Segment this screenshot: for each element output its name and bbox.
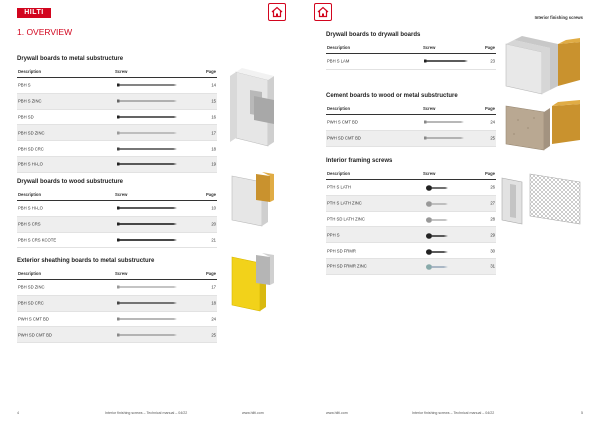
screw-cement-icon <box>424 136 464 140</box>
table-header <box>17 270 217 280</box>
table-header <box>17 191 217 201</box>
row-description: PWH S CMT BD <box>18 316 49 322</box>
home-icon[interactable] <box>268 3 286 21</box>
row-page: 14 <box>211 82 216 88</box>
table-row[interactable] <box>17 327 217 343</box>
section-title: Exterior sheathing boards to metal substructure <box>17 258 155 264</box>
table-row[interactable] <box>326 243 496 259</box>
col-page: Page <box>484 45 495 50</box>
row-page: 28 <box>490 216 495 222</box>
col-screw: Screw <box>115 69 128 74</box>
table-row[interactable] <box>17 110 217 126</box>
screw-coarse-icon <box>117 222 177 226</box>
running-header: Interior finishing screws <box>534 15 583 20</box>
table-row[interactable] <box>17 78 217 94</box>
table-header <box>17 68 217 78</box>
row-page: 24 <box>211 316 216 322</box>
table-row[interactable] <box>17 233 217 249</box>
screw-drill-zinc-icon <box>117 131 177 135</box>
table-wood-substructure <box>17 191 217 248</box>
table-cement-boards <box>326 105 496 147</box>
row-page: 23 <box>490 58 495 64</box>
row-description: PPH S <box>327 232 340 238</box>
row-page: 17 <box>211 130 216 136</box>
table-row[interactable] <box>17 157 217 173</box>
table-row[interactable] <box>17 94 217 110</box>
section-title: Cement boards to wood or metal substructure <box>326 93 458 99</box>
drywall-wood-illustration <box>226 172 278 228</box>
row-description: PBH SD <box>18 114 34 120</box>
row-page: 29 <box>490 232 495 238</box>
row-page: 15 <box>211 98 216 104</box>
row-page: 31 <box>490 263 495 269</box>
right-page <box>300 0 600 424</box>
table-row[interactable] <box>17 280 217 296</box>
screw-drill-coarse-icon <box>117 147 177 151</box>
col-description: Description <box>18 69 42 74</box>
screw-drill-icon <box>117 115 177 119</box>
row-description: PTH S LATH ZINC <box>327 200 362 206</box>
row-description: PBH SD CRC <box>18 146 44 152</box>
table-row[interactable] <box>17 201 217 217</box>
screw-drill-zinc-icon <box>117 285 177 289</box>
row-description: PBH SD ZINC <box>18 130 45 136</box>
row-page: 16 <box>211 114 216 120</box>
row-page: 27 <box>490 200 495 206</box>
screw-lath-zinc-icon <box>426 201 448 205</box>
exterior-sheathing-illustration <box>226 251 278 315</box>
table-interior-framing <box>326 170 496 275</box>
table-header <box>326 105 496 115</box>
row-description: PBH S HI-LO <box>18 161 43 167</box>
screw-pan-icon <box>426 233 448 237</box>
table-header <box>326 44 496 54</box>
home-icon[interactable] <box>314 3 332 21</box>
col-description: Description <box>18 271 42 276</box>
interior-framing-illustration <box>500 168 584 228</box>
row-page: 20 <box>211 221 216 227</box>
col-page: Page <box>205 69 216 74</box>
row-page: 25 <box>490 135 495 141</box>
screw-cement-icon <box>117 317 177 321</box>
row-page: 17 <box>211 284 216 290</box>
col-screw: Screw <box>423 106 436 111</box>
screw-hilo-icon <box>117 162 177 166</box>
row-page: 10 <box>211 205 216 211</box>
footer-manual: Interior finishing screws – Technical manual – 04/22 <box>105 411 188 415</box>
row-description: PPH SD FRMR <box>327 248 356 254</box>
col-page: Page <box>484 171 495 176</box>
row-description: PBH S CRS KCOTE <box>18 237 57 243</box>
col-page: Page <box>484 106 495 111</box>
screw-drill-coarse-icon <box>117 301 177 305</box>
col-page: Page <box>205 192 216 197</box>
row-page: 18 <box>211 300 216 306</box>
section-title: Interior framing screws <box>326 158 393 164</box>
screw-lath-icon <box>426 185 448 189</box>
col-description: Description <box>327 45 351 50</box>
screw-coarse-icon <box>117 238 177 242</box>
table-row[interactable] <box>326 115 496 131</box>
col-page: Page <box>205 271 216 276</box>
table-row[interactable] <box>17 125 217 141</box>
drywall-to-drywall-illustration <box>500 36 584 96</box>
row-description: PTH SD LATH ZINC <box>327 216 365 222</box>
col-screw: Screw <box>423 45 436 50</box>
footer-url[interactable]: www.hilti.com <box>242 411 264 415</box>
col-description: Description <box>327 106 351 111</box>
table-exterior-sheathing <box>17 270 217 343</box>
screw-hilo-icon <box>117 206 177 210</box>
col-screw: Screw <box>423 171 436 176</box>
row-description: PBH S <box>18 82 31 88</box>
table-row[interactable] <box>326 180 496 196</box>
row-page: 26 <box>490 184 495 190</box>
screw-fine-icon <box>117 83 177 87</box>
col-screw: Screw <box>115 271 128 276</box>
screw-framer-zinc-icon <box>426 264 448 268</box>
row-page: 19 <box>211 161 216 167</box>
screw-fine-zinc-icon <box>117 99 177 103</box>
screw-cement-icon <box>117 333 177 337</box>
table-row[interactable] <box>326 212 496 228</box>
row-description: PBH SD ZINC <box>18 284 45 290</box>
footer-page-number: 5 <box>581 411 583 415</box>
col-description: Description <box>327 171 351 176</box>
row-description: PBH S ZINC <box>18 98 42 104</box>
table-metal-substructure <box>17 68 217 173</box>
table-row[interactable] <box>326 196 496 212</box>
row-description: PPH SD FRMR ZINC <box>327 263 367 269</box>
table-row[interactable] <box>326 227 496 243</box>
table-header <box>326 170 496 180</box>
row-description: PWH SD CMT BD <box>18 332 52 338</box>
section-title: Drywall boards to drywall boards <box>326 32 421 38</box>
row-description: PBH S HI-LO <box>18 205 43 211</box>
row-description: PWH S CMT BD <box>327 119 358 125</box>
cement-board-illustration <box>500 100 584 152</box>
table-row[interactable] <box>326 131 496 147</box>
drywall-metal-illustration <box>230 66 282 150</box>
screw-framer-icon <box>426 249 448 253</box>
screw-lam-icon <box>424 59 468 63</box>
row-description: PTH S LATH <box>327 184 351 190</box>
table-row[interactable] <box>17 141 217 157</box>
row-page: 21 <box>211 237 216 243</box>
row-description: PBH S LAM <box>327 58 350 64</box>
section-title: Drywall boards to metal substructure <box>17 56 124 62</box>
footer-page-number: 4 <box>17 411 19 415</box>
overview-title: 1. OVERVIEW <box>17 27 73 37</box>
col-description: Description <box>18 192 42 197</box>
screw-lath-zinc-icon <box>426 217 448 221</box>
table-row[interactable] <box>17 217 217 233</box>
screw-cement-icon <box>424 120 464 124</box>
row-description: PBH S CRS <box>18 221 41 227</box>
row-page: 30 <box>490 248 495 254</box>
row-page: 24 <box>490 119 495 125</box>
row-description: PBH SD CRC <box>18 300 44 306</box>
row-page: 25 <box>211 332 216 338</box>
section-title: Drywall boards to wood substructure <box>17 179 124 185</box>
table-row[interactable] <box>17 296 217 312</box>
table-row[interactable] <box>326 54 496 70</box>
row-description: PWH SD CMT BD <box>327 135 361 141</box>
table-drywall-to-drywall <box>326 44 496 70</box>
table-row[interactable] <box>326 259 496 275</box>
col-screw: Screw <box>115 192 128 197</box>
hilti-logo: HILTI <box>17 8 51 18</box>
footer-manual: Interior finishing screws – Technical manual – 04/22 <box>412 411 495 415</box>
table-row[interactable] <box>17 312 217 328</box>
footer-url[interactable]: www.hilti.com <box>326 411 348 415</box>
row-page: 18 <box>211 146 216 152</box>
